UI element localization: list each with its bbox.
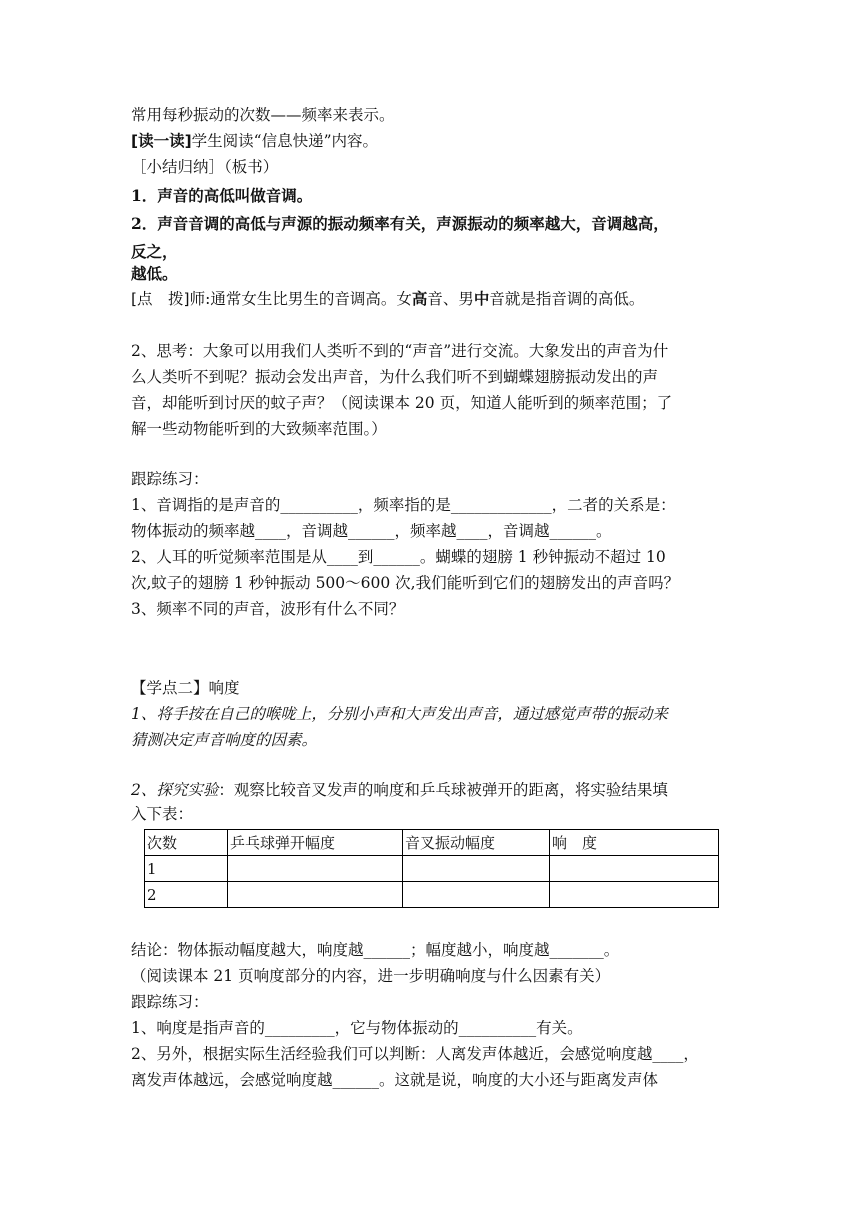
text-line: 1、将手按在自己的喉咙上，分别小声和大声发出声音，通过感觉声带的振动来 <box>131 705 668 723</box>
read-label: [读一读] <box>131 132 192 150</box>
experiment-table <box>144 829 719 908</box>
table-cell[interactable] <box>228 856 403 882</box>
table-header-cell: 乒乓球弹开幅度 <box>228 830 403 856</box>
text-line: 1、音调指的是声音的__________，频率指的是_____________，二者的关系是： <box>131 496 676 514</box>
table-cell[interactable] <box>550 882 719 908</box>
hint-label: [点 拨] <box>131 290 190 308</box>
hint-bold: 中 <box>473 290 490 308</box>
text-line: 1、响度是指声音的_________，它与物体振动的__________有关。 <box>131 1019 583 1037</box>
text-line <box>131 779 668 801</box>
text-line: 猜测决定声音响度的因素。 <box>131 731 318 749</box>
table-cell: 2 <box>145 882 228 908</box>
section-heading: 【学点二】响度 <box>131 679 240 697</box>
text-line <box>131 130 378 152</box>
text-line: 物体振动的频率越____，音调越______，频率越____，音调越______。 <box>131 522 612 540</box>
table-cell: 1 <box>145 856 228 882</box>
text-line <box>131 288 644 310</box>
text-line: （阅读课本 21 页响度部分的内容，进一步明确响度与什么因素有关） <box>131 967 611 985</box>
experiment-text: ：观察比较音叉发声的响度和乒乓球被弹开的距离，将实验结果填 <box>218 781 668 799</box>
summary-note: （板书） <box>224 158 279 176</box>
hint-text: 音、男 <box>427 290 474 308</box>
table-header-row <box>145 830 719 856</box>
table-cell[interactable] <box>403 856 550 882</box>
table-header-cell: 次数 <box>145 830 228 856</box>
text-line: 次,蚊子的翅膀 1 秒钟振动 500～600 次,我们能听到它们的翅膀发出的声音吗？ <box>131 574 680 592</box>
text-line: 2、另外，根据实际生活经验我们可以判断：人离发声体越近，会感觉响度越____， <box>131 1045 699 1063</box>
text-line: 3、频率不同的声音，波形有什么不同？ <box>131 600 405 618</box>
summary-point-2-end: 越低。 <box>131 264 178 283</box>
table-row <box>145 856 719 882</box>
text-line: 么人类听不到呢？振动会发出声音，为什么我们听不到蝴蝶翅膀振动发出的声 <box>131 368 659 386</box>
text-line: 入下表： <box>131 805 194 823</box>
hint-text: 师:通常女生比男生的音调高。女 <box>189 290 412 308</box>
text-line: 解一些动物能听到的大致频率范围。） <box>131 420 387 438</box>
exercise-title: 跟踪练习： <box>131 993 209 1011</box>
table-row <box>145 882 719 908</box>
table-cell[interactable] <box>403 882 550 908</box>
text-line: 结论：物体振动幅度越大，响度越______；幅度越小，响度越_______。 <box>131 941 620 959</box>
summary-label: ［小结归纳］ <box>131 158 225 176</box>
summary-point-1: 1．声音的高低叫做音调。 <box>131 186 313 205</box>
summary-point-2: 2．声音音调的高低与声源的振动频率有关，声源振动的频率越大，音调越高， <box>131 214 669 233</box>
text-line: 常用每秒振动的次数——频率来表示。 <box>131 106 395 124</box>
exercise-title: 跟踪练习： <box>131 470 209 488</box>
table-header-cell: 响 度 <box>550 830 719 856</box>
table-cell[interactable] <box>550 856 719 882</box>
table-cell[interactable] <box>228 882 403 908</box>
experiment-label: 2、探究实验 <box>131 781 219 799</box>
hint-text: 音就是指音调的高低。 <box>489 290 645 308</box>
read-text: 学生阅读“信息快递”内容。 <box>191 132 379 150</box>
table-header-cell: 音叉振动幅度 <box>403 830 550 856</box>
text-line: 2、思考：大象可以用我们人类听不到的“声音”进行交流。大象发出的声音为什 <box>131 342 669 360</box>
text-line <box>131 156 278 178</box>
text-line: 离发声体越远，会感觉响度越______。这就是说，响度的大小还与距离发声体 <box>131 1071 659 1089</box>
text-line: 音，却能听到讨厌的蚊子声？（阅读课本 20 页，知道人能听到的频率范围；了 <box>131 394 673 412</box>
text-line: 2、人耳的听觉频率范围是从____到______。蝴蝶的翅膀 1 秒钟振动不超过 10 <box>131 548 666 566</box>
summary-point-2-cont: 反之， <box>131 242 178 261</box>
hint-bold: 高 <box>411 290 428 308</box>
